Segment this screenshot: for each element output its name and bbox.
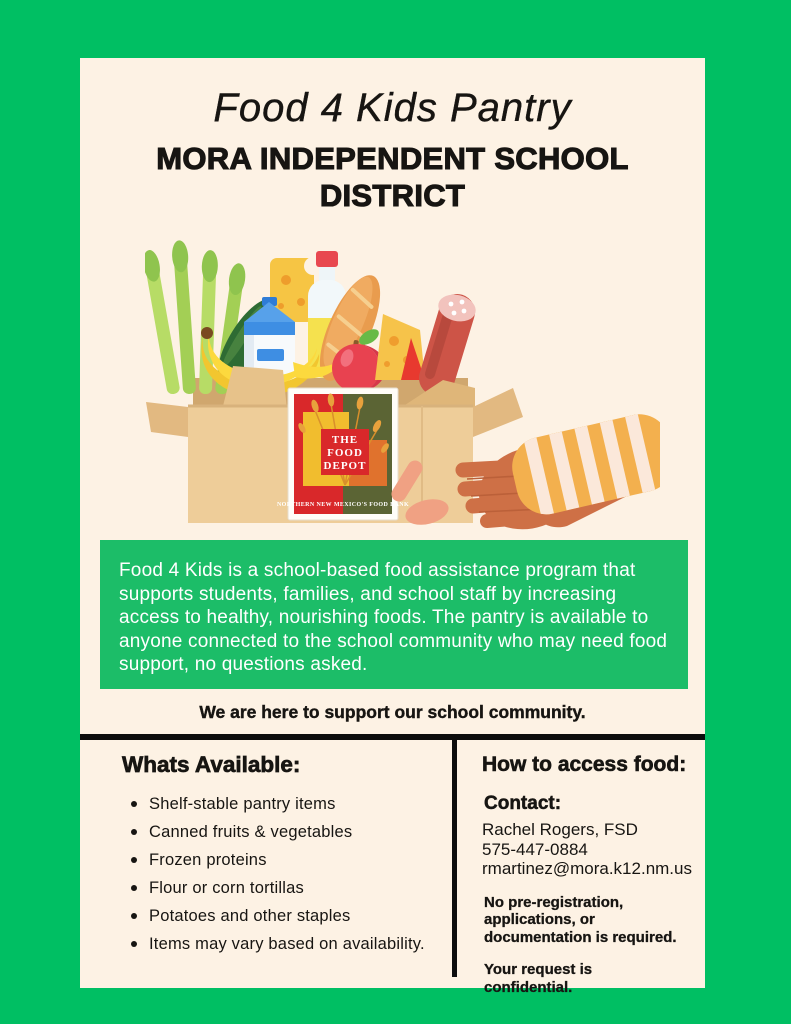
sign-footer: NORTHERN NEW MEXICO'S FOOD BANK: [276, 502, 410, 508]
tagline: We are here to support our school community.: [199, 702, 586, 722]
salami: [430, 291, 479, 378]
whats-available-column: [122, 752, 444, 958]
column-divider: [452, 740, 457, 977]
sign-line1: THE: [331, 434, 359, 446]
list-item: [122, 930, 444, 958]
striped-sleeve: [506, 408, 660, 520]
list-item: [122, 790, 444, 818]
about-banner: [100, 540, 688, 689]
bullet-icon: [131, 801, 137, 807]
list-item-label: Flour or corn tortillas: [149, 879, 304, 897]
sign-line3: DEPOT: [323, 460, 367, 472]
bullet-icon: [131, 857, 137, 863]
bullet-icon: [131, 941, 137, 947]
confidential-note: Your request is confidential.: [484, 961, 593, 996]
contact-label: Contact:: [484, 793, 562, 814]
whats-available-list: [122, 790, 444, 958]
list-item-label: Canned fruits & vegetables: [149, 823, 353, 841]
district-line2: DISTRICT: [319, 178, 466, 213]
food-depot-sign: [277, 388, 409, 520]
bullet-icon: [131, 885, 137, 891]
district-title: [80, 140, 705, 214]
list-item: [122, 846, 444, 874]
access-heading: How to access food:: [482, 753, 687, 776]
list-item: [122, 818, 444, 846]
grocery-box-illustration: [145, 240, 660, 540]
district-line1: MORA INDEPENDENT SCHOOL: [156, 141, 629, 176]
list-item: [122, 902, 444, 930]
list-item: [122, 874, 444, 902]
bullet-icon: [131, 913, 137, 919]
bullet-icon: [131, 829, 137, 835]
list-item-label: Frozen proteins: [149, 851, 267, 869]
contact-name: Rachel Rogers, FSD: [482, 820, 638, 839]
list-item-label: Potatoes and other staples: [149, 907, 351, 925]
contact-email: rmartinez@mora.k12.nm.us: [482, 859, 692, 878]
page-title: Food 4 Kids Pantry: [213, 86, 572, 130]
flyer-sheet: [80, 58, 705, 996]
bottom-section: [80, 734, 705, 996]
sign-line2: FOOD: [327, 447, 363, 459]
about-text: Food 4 Kids is a school-based food assistance program that supports students, families, and school staff by increasing access to healthy, nourishing foods. The pantry is available to anyone connected to the school community who may need food support, no questions asked.: [119, 560, 668, 675]
no-registration-note: No pre-registration, applications, or documentation is required.: [484, 893, 677, 946]
whats-available-heading: Whats Available:: [122, 752, 301, 777]
access-column: [482, 753, 700, 996]
list-item-label: Items may vary based on availability.: [149, 935, 425, 953]
list-item-label: Shelf-stable pantry items: [149, 795, 336, 813]
contact-phone: 575-447-0884: [482, 839, 588, 859]
